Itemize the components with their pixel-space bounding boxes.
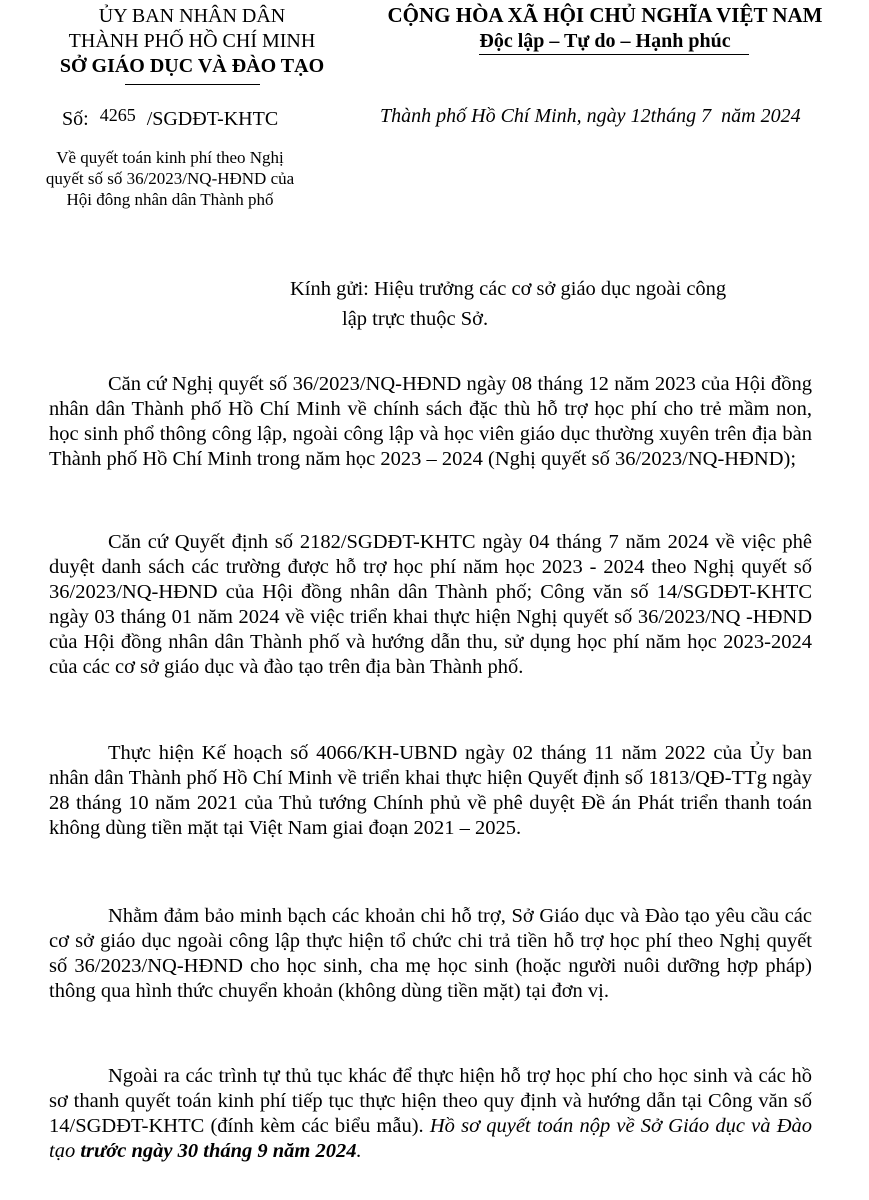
recipient-line-2: lập trực thuộc Sở. bbox=[342, 308, 489, 330]
paragraph-5-text: Ngoài ra các trình tự thủ tục khác để thực hiện hỗ trợ học phí cho học sinh và các hồ sơ thanh quyết toán kinh phí tiếp tục thực hiện theo quy định và hướng dẫn tại Công văn số 14/SGDĐT-KHTC (đính kèm các biểu mẫu). bbox=[49, 1065, 812, 1137]
paragraph-4-text: Nhằm đảm bảo minh bạch các khoản chi hỗ trợ, Sở Giáo dục và Đào tạo yêu cầu các cơ sở giáo dục ngoài công lập thực hiện tổ chức chi trả tiền hỗ trợ học phí theo Nghị quyết số 36/2023/NQ-HĐND cho học sinh, cha mẹ học sinh (hoặc người nuôi dưỡng hợp pháp) thông qua hình thức chuyển khoản (không dùng tiền mặt) tại đơn vị. bbox=[49, 905, 812, 1002]
paragraph-1-text: Căn cứ Nghị quyết số 36/2023/NQ-HĐND ngày 08 tháng 12 năm 2023 của Hội đồng nhân dân Thành phố Hồ Chí Minh về chính sách đặc thù hỗ trợ học phí cho trẻ mầm non, học sinh phổ thông công lập, ngoài công lập và học viên giáo dục thường xuyên trên địa bàn Thành phố Hồ Chí Minh trong năm học 2023 – 2024 (Nghị quyết số 36/2023/NQ-HĐND); bbox=[49, 373, 812, 470]
date-year: năm 2024 bbox=[711, 105, 801, 127]
paragraph-5 bbox=[49, 1064, 812, 1164]
agency-department: SỞ GIÁO DỤC VÀ ĐÀO TẠO bbox=[59, 55, 325, 77]
agency-city: THÀNH PHỐ HỒ CHÍ MINH bbox=[68, 30, 316, 52]
date-month: 7 bbox=[701, 105, 712, 127]
subject-line-1: Về quyết toán kinh phí theo Nghị bbox=[56, 148, 284, 167]
document-subject bbox=[0, 147, 340, 210]
agency-parent: ỦY BAN NHÂN DÂN bbox=[98, 5, 286, 27]
national-motto: Độc lập – Tự do – Hạnh phúc bbox=[479, 30, 731, 52]
paragraph-3-text: Thực hiện Kế hoạch số 4066/KH-UBND ngày 02 tháng 11 năm 2022 của Ủy ban nhân dân Thành phố Hồ Chí Minh về triển khai thực hiện Quyết định số 1813/QĐ-TTg ngày 28 tháng 10 năm 2021 của Thủ tướng Chính phủ về phê duyệt Đề án Phát triển thanh toán không dùng tiền mặt tại Việt Nam giai đoạn 2021 – 2025. bbox=[49, 742, 812, 839]
submission-instruction: Hồ sơ quyết toán nộp về Sở Giáo dục và Đào tạo bbox=[49, 1115, 813, 1162]
paragraph-3 bbox=[49, 741, 812, 841]
paragraph-4 bbox=[49, 904, 812, 1004]
paragraph-2 bbox=[49, 530, 812, 680]
national-title: CỘNG HÒA XÃ HỘI CHỦ NGHĨA VIỆT NAM bbox=[387, 3, 823, 27]
number-prefix: Số: bbox=[62, 108, 89, 130]
agency-underline bbox=[125, 84, 260, 85]
number-value: 4265 bbox=[99, 105, 136, 125]
date-month-label: tháng bbox=[650, 105, 702, 127]
submission-deadline: trước ngày 30 tháng 9 năm 2024 bbox=[80, 1140, 357, 1162]
paragraph-1 bbox=[49, 372, 812, 472]
motto-underline bbox=[479, 54, 749, 55]
recipient-line-1: Kính gửi: Hiệu trưởng các cơ sở giáo dục ngoài công bbox=[290, 278, 727, 300]
date-day: 12 bbox=[630, 105, 651, 127]
number-suffix: /SGDĐT-KHTC bbox=[146, 108, 279, 130]
paragraph-5-end: . bbox=[356, 1140, 362, 1162]
subject-line-3: Hội đông nhân dân Thành phố bbox=[66, 190, 274, 209]
subject-line-2: quyết số số 36/2023/NQ-HĐND của bbox=[45, 169, 295, 188]
paragraph-2-text: Căn cứ Quyết định số 2182/SGDĐT-KHTC ngày 04 tháng 7 năm 2024 về việc phê duyệt danh sách các trường được hỗ trợ học phí năm học 2023 - 2024 theo Nghị quyết số 36/2023/NQ-HĐND của Hội đồng nhân dân Thành phố; Công văn số 14/SGDĐT-KHTC ngày 03 tháng 01 năm 2024 về việc triển khai thực hiện Nghị quyết số 36/2023/NQ -HĐND của Hội đồng nhân dân Thành phố và hướng dẫn thu, sử dụng học phí năm học 2023-2024 của các cơ sở giáo dục và đào tạo trên địa bàn Thành phố. bbox=[49, 531, 812, 678]
document-number bbox=[62, 107, 278, 131]
document-date bbox=[380, 104, 801, 128]
date-prefix: Thành phố Hồ Chí Minh, ngày bbox=[380, 105, 631, 127]
